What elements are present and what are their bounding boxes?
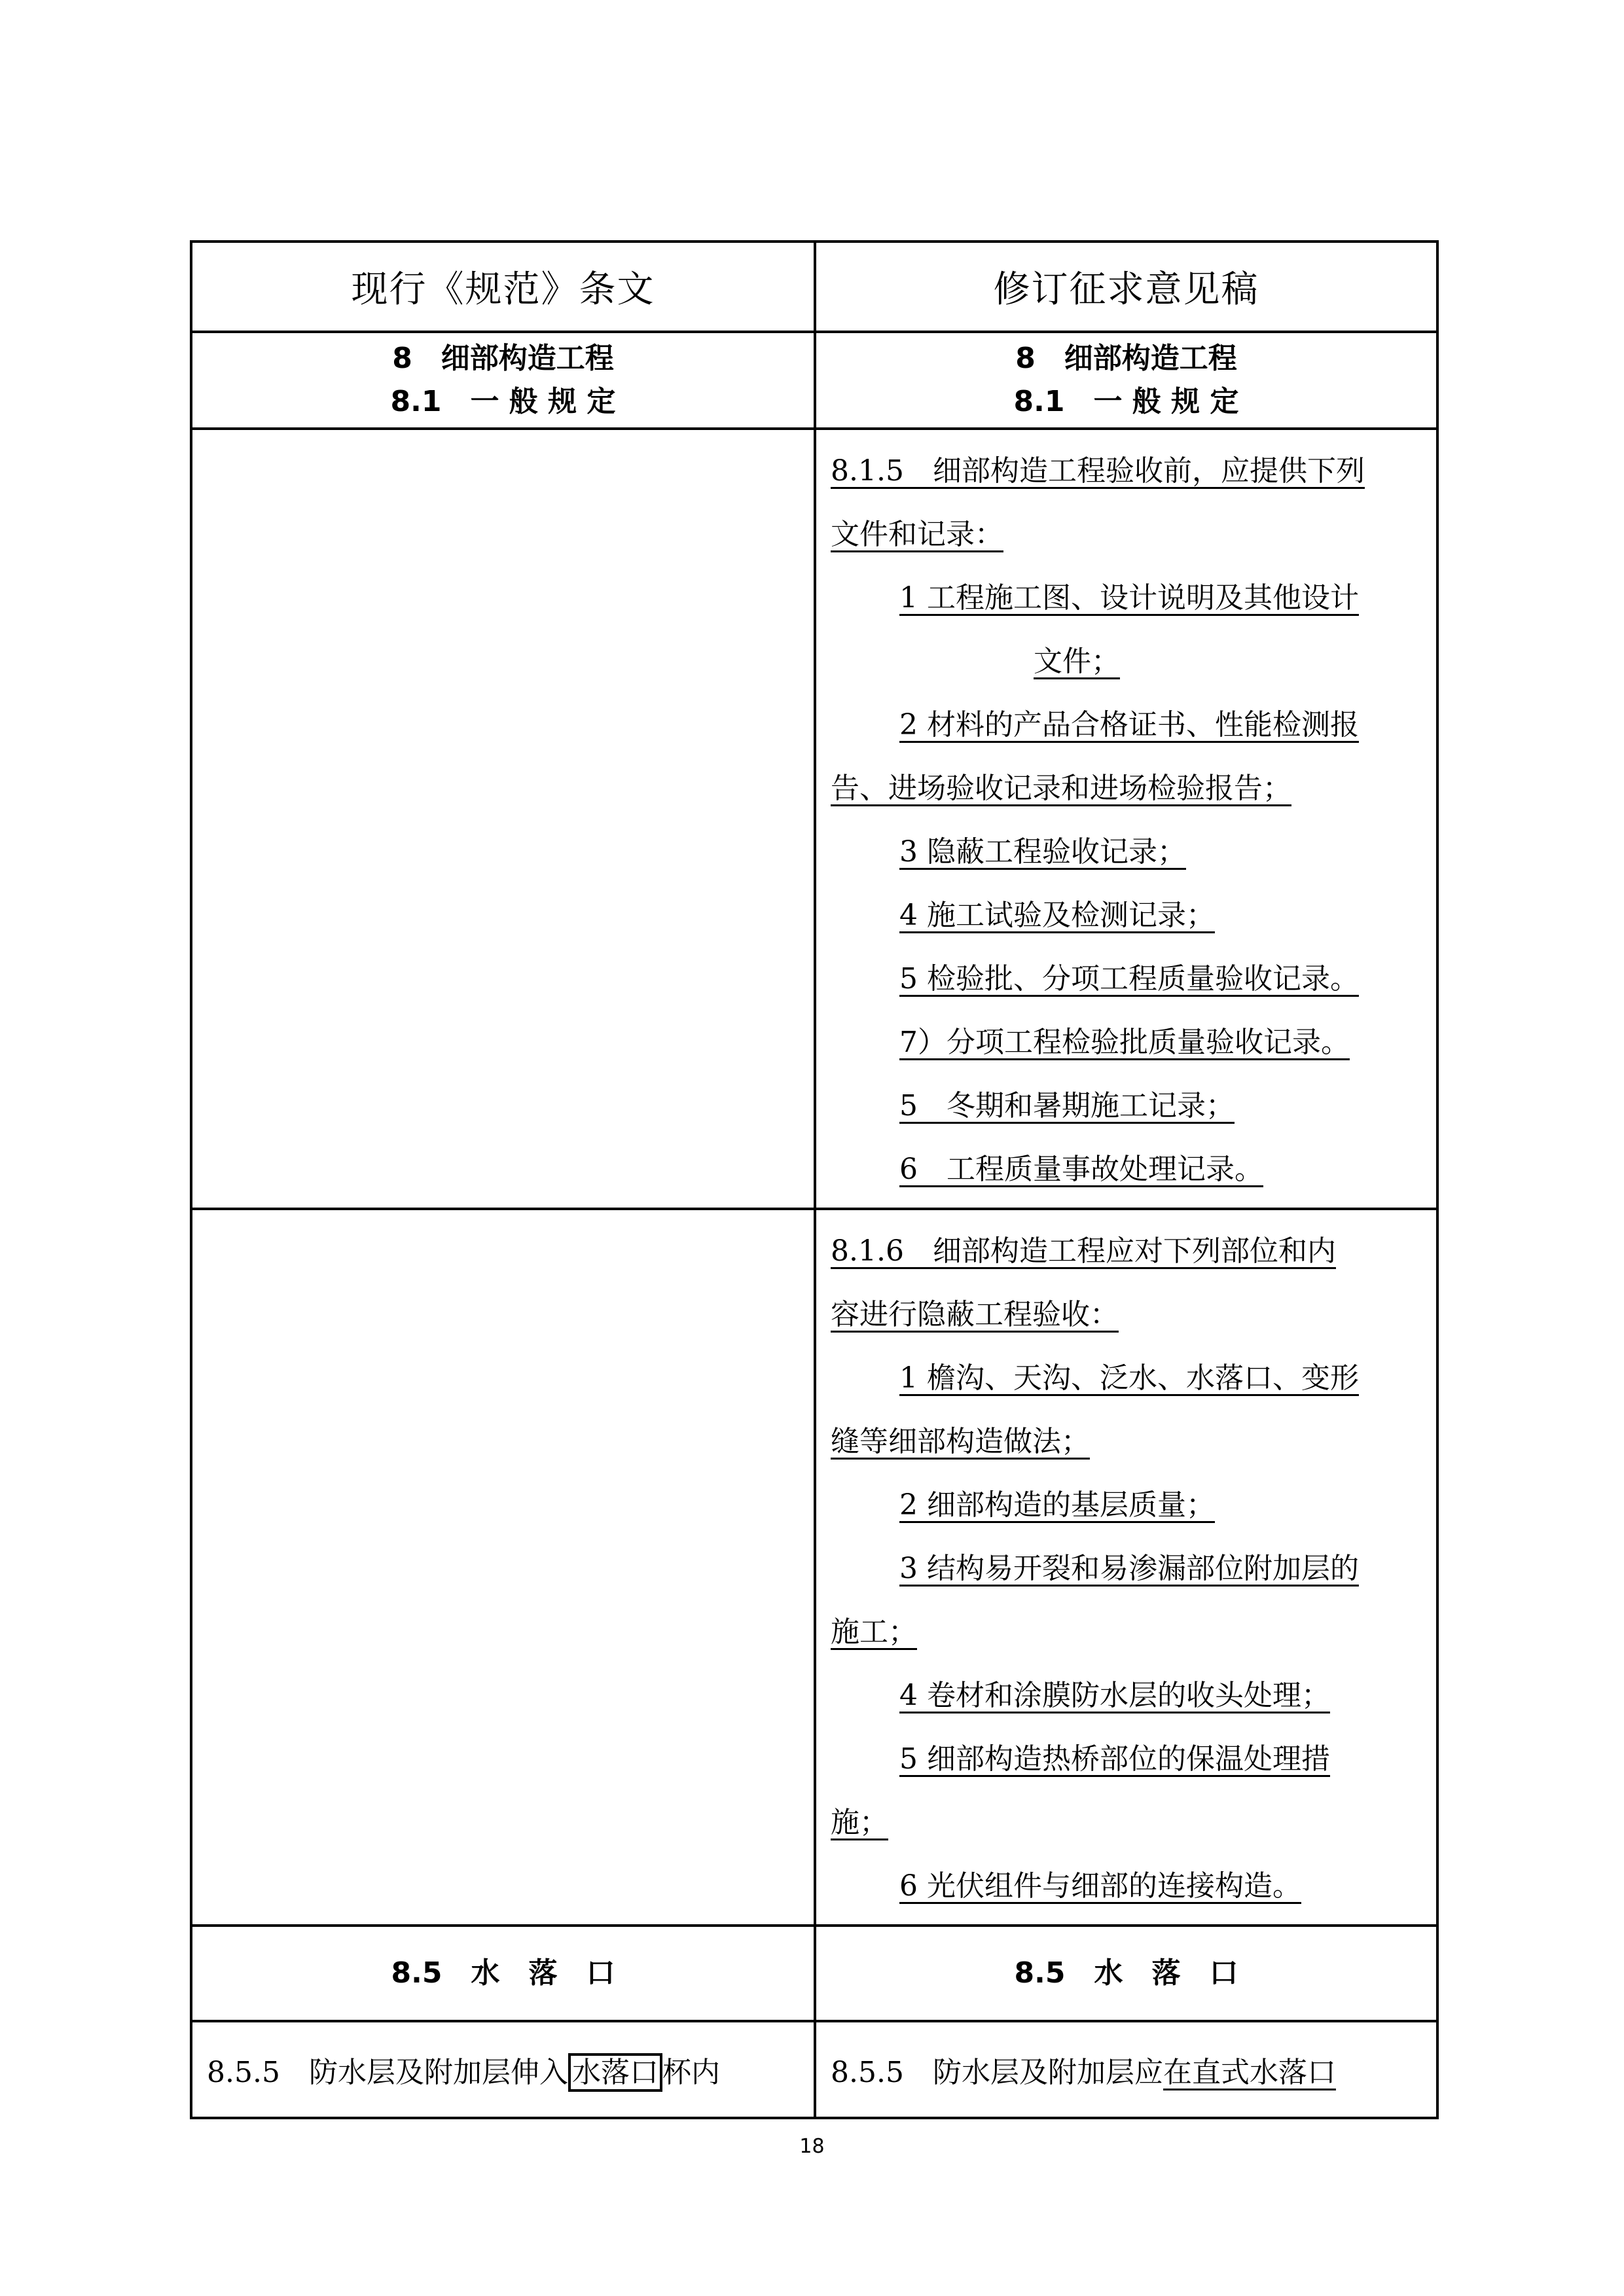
clause-line: 5 检验批、分项工程质量验收记录。 (899, 962, 1359, 996)
header-current-code: 现行《规范》条文 (191, 242, 815, 332)
chapter-8-right (815, 332, 1437, 429)
clause-816-left-empty (191, 1209, 815, 1926)
chapter-8-row (191, 332, 1437, 429)
chapter-title: 8 细部构造工程 (392, 342, 614, 375)
clause-816-row (191, 1209, 1437, 1926)
clause-line: 4 施工试验及检测记录； (899, 899, 1215, 932)
clause-816-right (815, 1209, 1437, 1926)
table-header-row (191, 242, 1437, 332)
clause-855-row (191, 2021, 1437, 2118)
clause-line: 3 结构易开裂和易渗漏部位附加层的 (899, 1552, 1359, 1585)
section-85-left: 8.5 水 落 口 (191, 1926, 815, 2021)
clause-line: 施工； (831, 1615, 917, 1649)
chapter-title: 8 细部构造工程 (1015, 342, 1237, 375)
clause-line: 2 细部构造的基层质量； (899, 1488, 1215, 1522)
clause-line: 告、进场验收记录和进场检验报告； (831, 772, 1291, 805)
clause-line: 2 材料的产品合格证书、性能检测报 (899, 708, 1359, 742)
section-81-title: 8.1 一 般 规 定 (1013, 385, 1239, 418)
section-85-right: 8.5 水 落 口 (815, 1926, 1437, 2021)
clause-text: 8.5.5 防水层及附加层伸入 (207, 2056, 568, 2089)
clause-line: 6 工程质量事故处理记录。 (899, 1153, 1263, 1186)
clause-line: 8.1.6 细部构造工程应对下列部位和内 (831, 1234, 1336, 1268)
clause-line: 3 隐蔽工程验收记录； (899, 835, 1186, 869)
chapter-8-left (191, 332, 815, 429)
page-number: 18 (799, 2135, 825, 2158)
header-revision-draft: 修订征求意见稿 (815, 242, 1437, 332)
boxed-term: 水落口 (568, 2053, 662, 2092)
clause-855-right (815, 2021, 1437, 2118)
clause-line: 容进行隐蔽工程验收： (831, 1298, 1119, 1331)
clause-line: 5 细部构造热桥部位的保温处理措 (899, 1742, 1330, 1776)
clause-line: 5 冬期和暑期施工记录； (899, 1089, 1235, 1122)
underlined-revision: 在直式水落口 (1163, 2056, 1336, 2089)
clause-line: 文件； (1034, 645, 1120, 678)
clause-text: 8.5.5 防水层及附加层应 (831, 2056, 1163, 2089)
clause-855-left (191, 2021, 815, 2118)
clause-line: 7）分项工程检验批质量验收记录。 (899, 1026, 1350, 1059)
section-85-row (191, 1926, 1437, 2021)
clause-815-left-empty (191, 429, 815, 1209)
clause-text: 杯内 (662, 2056, 720, 2089)
clause-line: 4 卷材和涂膜防水层的收头处理； (899, 1679, 1330, 1712)
clause-815-right (815, 429, 1437, 1209)
clause-line: 缝等细部构造做法； (831, 1425, 1090, 1458)
section-81-title: 8.1 一 般 规 定 (390, 385, 616, 418)
clause-line: 8.1.5 细部构造工程验收前，应提供下列 (831, 454, 1365, 488)
clause-line: 1 工程施工图、设计说明及其他设计 (899, 581, 1359, 615)
clause-815-row (191, 429, 1437, 1209)
comparison-table (190, 240, 1439, 2119)
clause-line: 施； (831, 1806, 888, 1839)
clause-line: 文件和记录： (831, 518, 1003, 551)
clause-line: 1 檐沟、天沟、泛水、水落口、变形 (899, 1361, 1359, 1395)
clause-line: 6 光伏组件与细部的连接构造。 (899, 1869, 1301, 1903)
